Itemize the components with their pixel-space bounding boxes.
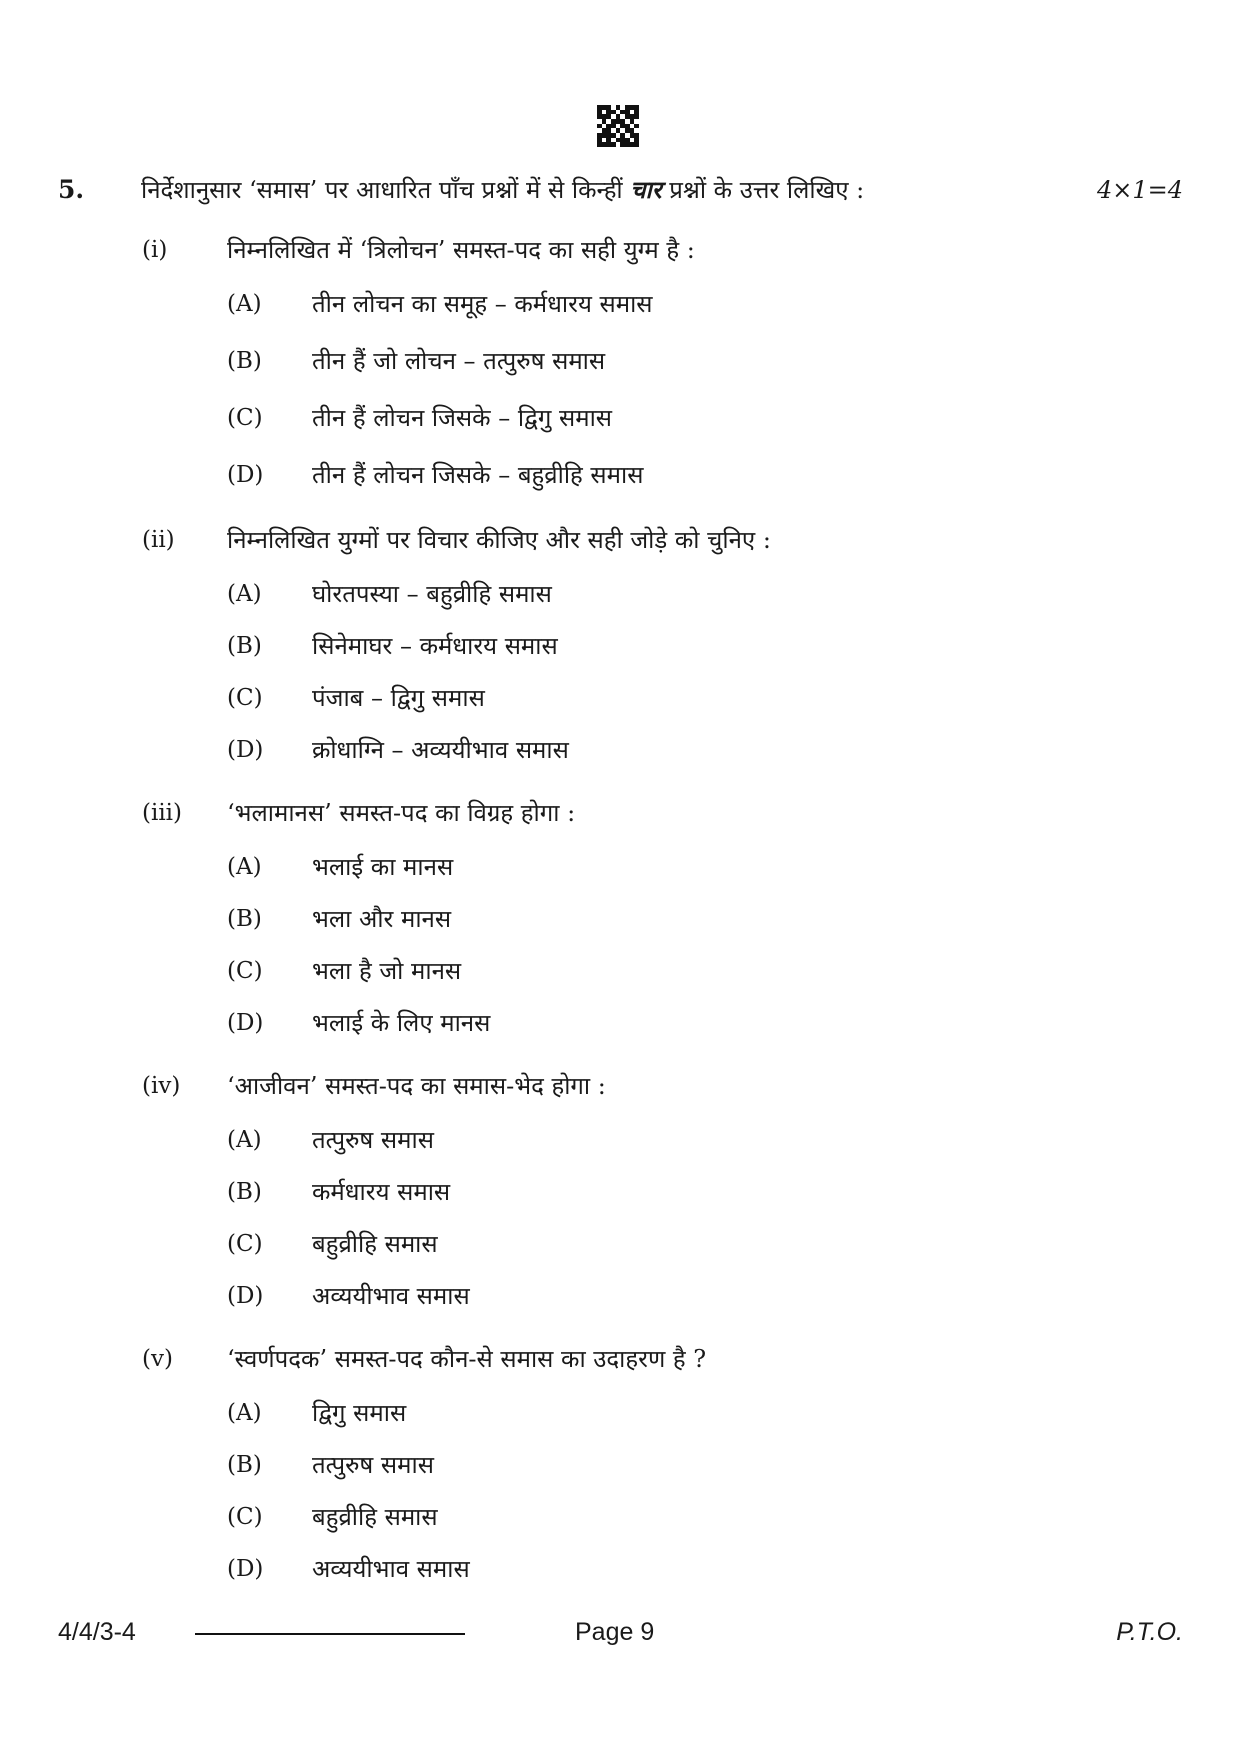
option-text: भला और मानस [312, 905, 452, 933]
subquestion-text: ‘भलामानस’ समस्त-पद का विग्रह होगा : [227, 799, 576, 827]
subquestion-label: (i) [142, 237, 168, 263]
subquestion-label: (ii) [142, 527, 175, 553]
pto-label: P.T.O. [1116, 1618, 1183, 1646]
subquestion-label: (iv) [142, 1073, 181, 1099]
option-text: भलाई का मानस [312, 853, 454, 881]
option-label: (B) [227, 1452, 262, 1478]
option-label: (C) [227, 405, 263, 431]
page-footer [58, 1612, 1183, 1652]
option-text: तत्पुरुष समास [312, 1126, 434, 1154]
option-label: (D) [227, 737, 264, 763]
option-label: (D) [227, 1010, 264, 1036]
option-text: तीन लोचन का समूह – कर्मधारय समास [312, 290, 653, 318]
option-label: (A) [227, 1400, 262, 1426]
option-text: तीन हैं जो लोचन – तत्पुरुष समास [312, 347, 606, 375]
option-label: (C) [227, 1504, 263, 1530]
instruction-text-before: निर्देशानुसार ‘समास’ पर आधारित पाँच प्रश्नों में से किन्हीं [141, 176, 631, 204]
subquestion-label: (iii) [142, 800, 183, 826]
option-text: अव्ययीभाव समास [312, 1555, 470, 1583]
option-text: क्रोधाग्नि – अव्ययीभाव समास [312, 736, 569, 764]
option-text: तत्पुरुष समास [312, 1451, 434, 1479]
option-label: (C) [227, 958, 263, 984]
option-text: अव्ययीभाव समास [312, 1282, 470, 1310]
option-text: सिनेमाघर – कर्मधारय समास [312, 632, 558, 660]
instruction-text-after: प्रश्नों के उत्तर लिखिए : [661, 176, 865, 204]
footer-divider [195, 1633, 465, 1635]
question-marks: 4×1=4 [1096, 176, 1183, 204]
option-text: तीन हैं लोचन जिसके – बहुव्रीहि समास [312, 461, 644, 489]
option-label: (C) [227, 685, 263, 711]
option-label: (C) [227, 1231, 263, 1257]
option-label: (D) [227, 1283, 264, 1309]
option-text: भला है जो मानस [312, 957, 462, 985]
qr-code-icon [597, 105, 639, 147]
option-label: (A) [227, 1127, 262, 1153]
option-text: भलाई के लिए मानस [312, 1009, 491, 1037]
subquestion-text: ‘आजीवन’ समस्त-पद का समास-भेद होगा : [227, 1072, 606, 1100]
option-label: (B) [227, 906, 262, 932]
page-number: Page 9 [575, 1618, 655, 1646]
question-number: 5. [58, 175, 85, 204]
subquestion-text: निम्नलिखित में ‘त्रिलोचन’ समस्त-पद का सही युग्म है : [227, 236, 695, 264]
option-label: (B) [227, 348, 262, 374]
option-text: बहुव्रीहि समास [312, 1230, 438, 1258]
option-label: (A) [227, 854, 262, 880]
subquestion-text: ‘स्वर्णपदक’ समस्त-पद कौन-से समास का उदाहरण है ? [227, 1345, 707, 1373]
option-text: घोरतपस्या – बहुव्रीहि समास [312, 580, 552, 608]
option-label: (D) [227, 462, 264, 488]
option-text: कर्मधारय समास [312, 1178, 451, 1206]
question-instruction [141, 170, 864, 210]
option-text: द्विगु समास [312, 1399, 407, 1427]
option-text: बहुव्रीहि समास [312, 1503, 438, 1531]
option-label: (B) [227, 1179, 262, 1205]
subquestion-label: (v) [142, 1346, 173, 1372]
option-text: पंजाब – द्विगु समास [312, 684, 485, 712]
subquestion-text: निम्नलिखित युग्मों पर विचार कीजिए और सही जोड़े को चुनिए : [227, 526, 771, 554]
instruction-emphasis: चार [630, 175, 662, 204]
option-text: तीन हैं लोचन जिसके – द्विगु समास [312, 404, 613, 432]
option-label: (A) [227, 291, 262, 317]
question-header [58, 170, 1183, 210]
option-label: (A) [227, 581, 262, 607]
paper-code: 4/4/3-4 [58, 1618, 136, 1646]
option-label: (B) [227, 633, 262, 659]
option-label: (D) [227, 1556, 264, 1582]
